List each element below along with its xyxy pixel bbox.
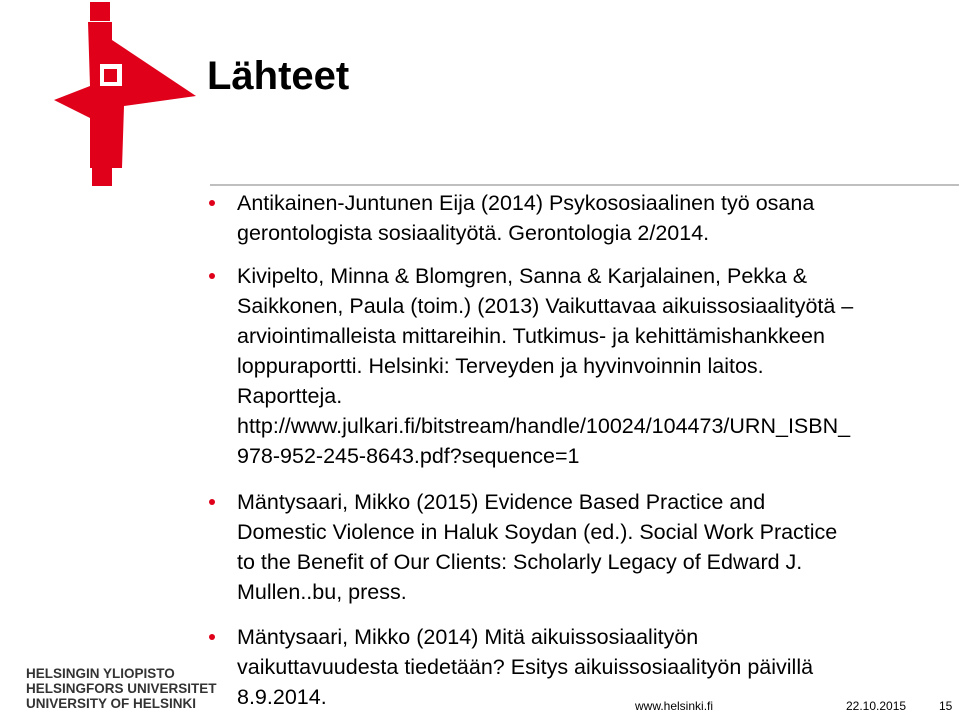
reference-link[interactable]: 978-952-245-8643.pdf?sequence=1 bbox=[237, 444, 580, 468]
reference-line: Domestic Violence in Haluk Soydan (ed.). Social Work Practice bbox=[237, 520, 838, 544]
reference-link[interactable]: http://www.julkari.fi/bitstream/handle/10024/104473/URN_ISBN_ bbox=[237, 414, 851, 438]
reference-line: Mäntysaari, Mikko (2014) Mitä aikuissosiaalityön bbox=[237, 625, 699, 649]
university-flame-logo-icon bbox=[20, 0, 200, 190]
reference-item bbox=[207, 622, 951, 712]
reference-list bbox=[207, 188, 951, 712]
footer-date: 22.10.2015 bbox=[846, 699, 907, 713]
reference-line: Mullen..bu, press. bbox=[237, 580, 407, 604]
reference-line: Mäntysaari, Mikko (2015) Evidence Based Practice and bbox=[237, 490, 766, 514]
reference-line: to the Benefit of Our Clients: Scholarly Legacy of Edward J. bbox=[237, 550, 803, 574]
slide-title: Lähteet bbox=[207, 54, 350, 98]
reference-item bbox=[207, 487, 951, 607]
university-name-sv: HELSINGFORS UNIVERSITET bbox=[26, 681, 217, 696]
reference-line: 8.9.2014. bbox=[237, 685, 327, 709]
reference-line: Saikkonen, Paula (toim.) (2013) Vaikuttavaa aikuissosiaalityötä – bbox=[237, 294, 854, 318]
reference-line: vaikuttavuudesta tiedetään? Esitys aikuissosiaalityön päivillä bbox=[237, 655, 814, 679]
bullet-dot-icon bbox=[209, 273, 215, 279]
bullet-dot-icon bbox=[209, 634, 215, 640]
page-number: 15 bbox=[939, 699, 953, 713]
reference-item bbox=[207, 188, 951, 248]
reference-line: gerontologista sosiaalityötä. Gerontologia 2/2014. bbox=[237, 221, 710, 245]
title-divider bbox=[210, 184, 959, 186]
bullet-dot-icon bbox=[209, 200, 215, 206]
university-name-block bbox=[26, 666, 217, 711]
university-name-fi: HELSINGIN YLIOPISTO bbox=[26, 666, 175, 681]
bullet-dot-icon bbox=[209, 499, 215, 505]
reference-line: Raportteja. bbox=[237, 384, 343, 408]
reference-line: Antikainen-Juntunen Eija (2014) Psykososiaalinen työ osana bbox=[237, 191, 815, 215]
reference-line: Kivipelto, Minna & Blomgren, Sanna & Karjalainen, Pekka & bbox=[237, 264, 808, 288]
reference-line: arviointimalleista mittareihin. Tutkimus- ja kehittämishankkeen bbox=[237, 324, 825, 348]
reference-line: loppuraportti. Helsinki: Terveyden ja hyvinvoinnin laitos. bbox=[237, 354, 764, 378]
university-name-en: UNIVERSITY OF HELSINKI bbox=[26, 696, 197, 711]
reference-item bbox=[207, 261, 951, 471]
footer-url[interactable]: www.helsinki.fi bbox=[635, 699, 714, 713]
